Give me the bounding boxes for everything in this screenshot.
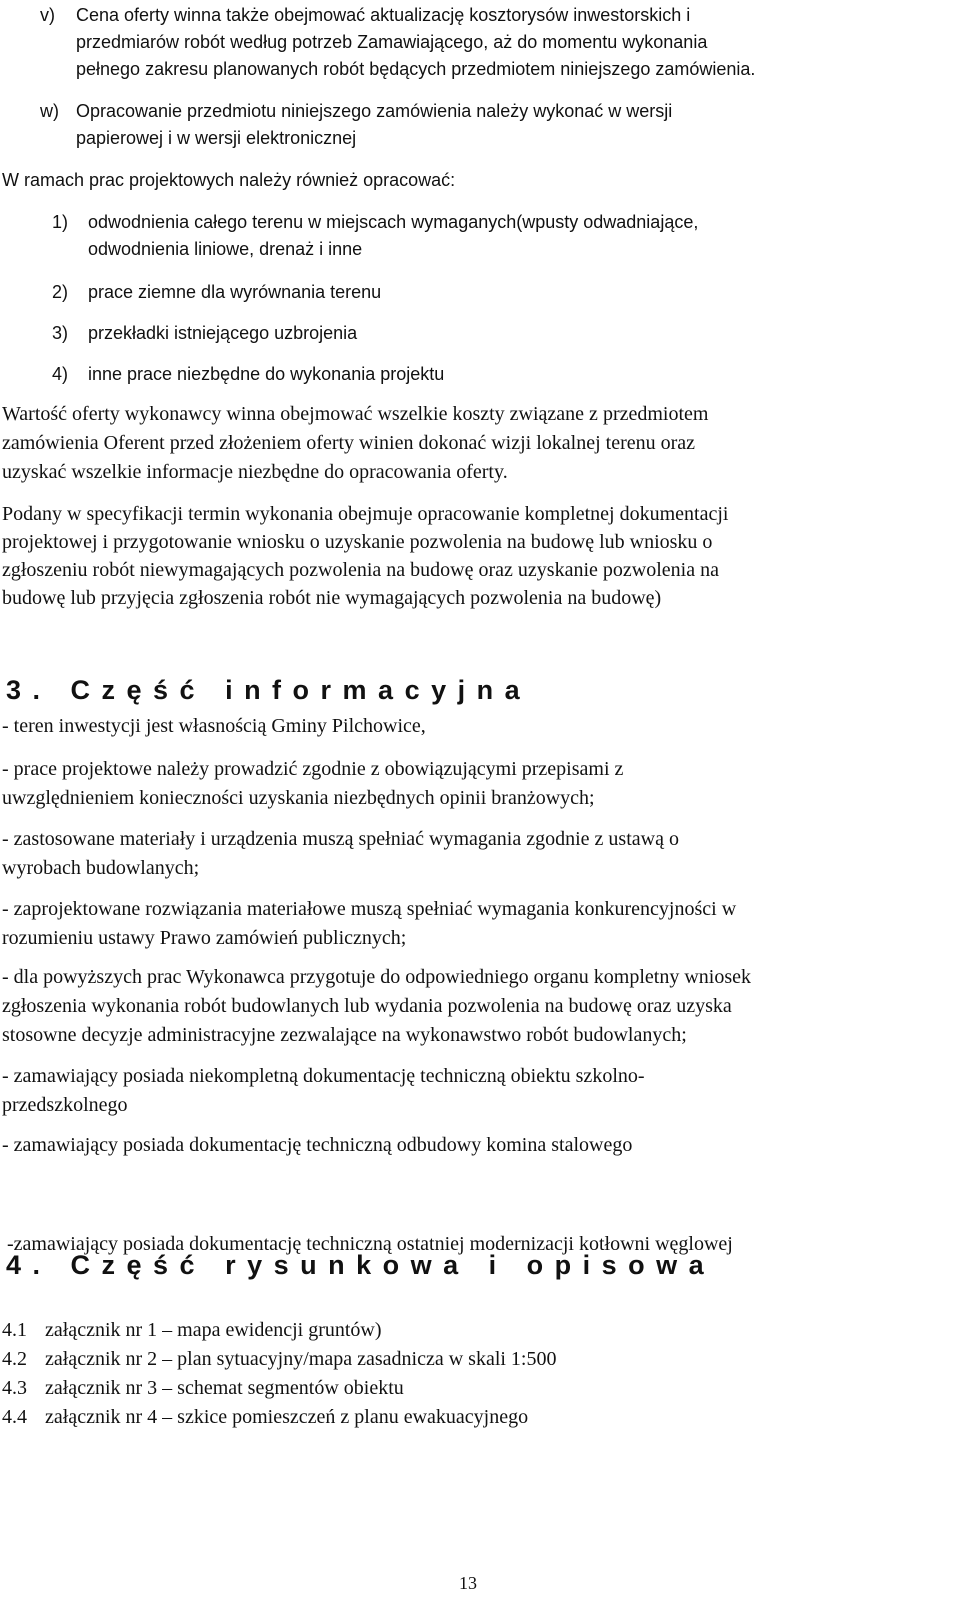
text-line: - zamawiający posiada niekompletną dokumentację techniczną obiektu szkolno- xyxy=(2,1065,645,1087)
text-line: Wartość oferty wykonawcy winna obejmować wszelkie koszty związane z przedmiotem xyxy=(2,403,709,425)
list-item-text xyxy=(76,98,672,152)
text-line: przedszkolnego xyxy=(2,1094,128,1116)
list-item-text xyxy=(88,361,444,388)
text-line: - zaprojektowane rozwiązania materiałowe muszą spełniać wymagania konkurencyjności w xyxy=(2,898,737,920)
text-line: Cena oferty winna także obejmować aktualizację kosztorysów inwestorskich i xyxy=(76,5,691,25)
bullet-item xyxy=(2,1172,733,1317)
text-line: prace ziemne dla wyrównania terenu xyxy=(88,282,382,302)
text-line: rozumieniu ustawy Prawo zamówień publicznych; xyxy=(2,927,407,949)
section-3-heading: 3. Część informacyjna xyxy=(6,675,532,705)
attachment-number: 4.4 xyxy=(2,1406,27,1428)
page-number: 13 xyxy=(459,1573,477,1593)
text-line: uzyskać wszelkie informacje niezbędne do opracowania oferty. xyxy=(2,461,508,483)
attachment-number: 4.1 xyxy=(2,1319,27,1341)
text-line: przekładki istniejącego uzbrojenia xyxy=(88,323,358,343)
attachment-item xyxy=(2,1403,528,1432)
list-marker: 2) xyxy=(52,282,69,302)
bullet-item xyxy=(2,963,751,1050)
text-line: - teren inwestycji jest własnością Gminy Pilchowice, xyxy=(2,715,426,737)
attachment-text: załącznik nr 4 – szkice pomieszczeń z planu ewakuacyjnego xyxy=(45,1406,529,1428)
list-marker: 3) xyxy=(52,323,69,343)
text-line: odwodnienia całego terenu w miejscach wymaganych(wpusty odwadniające, xyxy=(88,212,699,232)
text-line: - zastosowane materiały i urządzenia muszą spełniać wymagania zgodnie z ustawą o xyxy=(2,828,679,850)
bullet-item xyxy=(2,712,426,741)
text-line: uwzględnieniem konieczności uzyskania niezbędnych opinii branżowych; xyxy=(2,787,595,809)
text-line: zamówienia Oferent przed złożeniem oferty winien dokonać wizji lokalnej terenu oraz xyxy=(2,432,696,454)
text-line: - zamawiający posiada dokumentację techniczną odbudowy komina stalowego xyxy=(2,1134,633,1156)
attachment-item xyxy=(2,1345,556,1374)
text-line: odwodnienia liniowe, drenaż i inne xyxy=(88,239,363,259)
list-marker: w) xyxy=(40,101,59,121)
text-line: Podany w specyfikacji termin wykonania obejmuje opracowanie kompletnej dokumentacji xyxy=(2,503,729,525)
text-line: przedmiarów robót według potrzeb Zamawiającego, aż do momentu wykonania xyxy=(76,32,708,52)
paragraph-wartosc xyxy=(2,400,708,487)
text-line: inne prace niezbędne do wykonania projektu xyxy=(88,364,445,384)
list-item-text xyxy=(88,209,698,263)
text-line: - prace projektowe należy prowadzić zgodnie z obowiązującymi przepisami z xyxy=(2,758,624,780)
list-marker: 4) xyxy=(52,364,69,384)
list-marker: 1) xyxy=(52,212,69,232)
attachment-text: załącznik nr 3 – schemat segmentów obiektu xyxy=(45,1377,404,1399)
list-marker: v) xyxy=(40,5,55,25)
text-line: papierowej i w wersji elektronicznej xyxy=(76,128,357,148)
attachment-text: załącznik nr 2 – plan sytuacyjny/mapa zasadnicza w skali 1:500 xyxy=(45,1348,557,1370)
section-4-heading: 4. Część rysunkowa i opisowa xyxy=(6,1250,716,1280)
text-line: budowę lub przyjęcia zgłoszenia robót nie wymagających pozwolenia na budowę) xyxy=(2,587,662,609)
text-line: pełnego zakresu planowanych robót będących przedmiotem niniejszego zamówienia. xyxy=(76,59,756,79)
attachment-text: załącznik nr 1 – mapa ewidencji gruntów) xyxy=(45,1319,382,1341)
text-line: zgłoszenia wykonania robót budowlanych lub wydania pozwolenia na budowę oraz uzyska xyxy=(2,995,732,1017)
attachment-number: 4.3 xyxy=(2,1377,27,1399)
text-line: zgłoszeniu robót niewymagających pozwolenia na budowę oraz uzyskanie pozwolenia na xyxy=(2,559,719,581)
text-line: projektowej i przygotowanie wniosku o uzyskanie pozwolenia na budowę lub wniosku o xyxy=(2,531,713,553)
bullet-item xyxy=(2,1062,645,1120)
attachment-number: 4.2 xyxy=(2,1348,27,1370)
list-item-text xyxy=(76,2,755,83)
paragraph-podany xyxy=(2,500,728,612)
bullet-item xyxy=(2,1131,632,1160)
list-item-text xyxy=(88,279,381,306)
text-line: wyrobach budowlanych; xyxy=(2,857,200,879)
text-line: Opracowanie przedmiotu niniejszego zamówienia należy wykonać w wersji xyxy=(76,101,673,121)
text-line: stosowne decyzje administracyjne zezwalające na wykonawstwo robót budowlanych; xyxy=(2,1024,687,1046)
bullet-item xyxy=(2,825,679,883)
text-line: - dla powyższych prac Wykonawca przygotuje do odpowiedniego organu kompletny wniosek xyxy=(2,966,751,988)
text-line: -zamawiający posiada dokumentację techniczną ostatniej modernizacji kotłowni węglowej xyxy=(2,1233,733,1255)
list-item-text xyxy=(88,320,357,347)
intro-text: W ramach prac projektowych należy również opracować: xyxy=(2,170,456,190)
attachment-item xyxy=(2,1316,382,1345)
attachment-item xyxy=(2,1374,404,1403)
bullet-item xyxy=(2,755,623,813)
bullet-item xyxy=(2,895,736,953)
